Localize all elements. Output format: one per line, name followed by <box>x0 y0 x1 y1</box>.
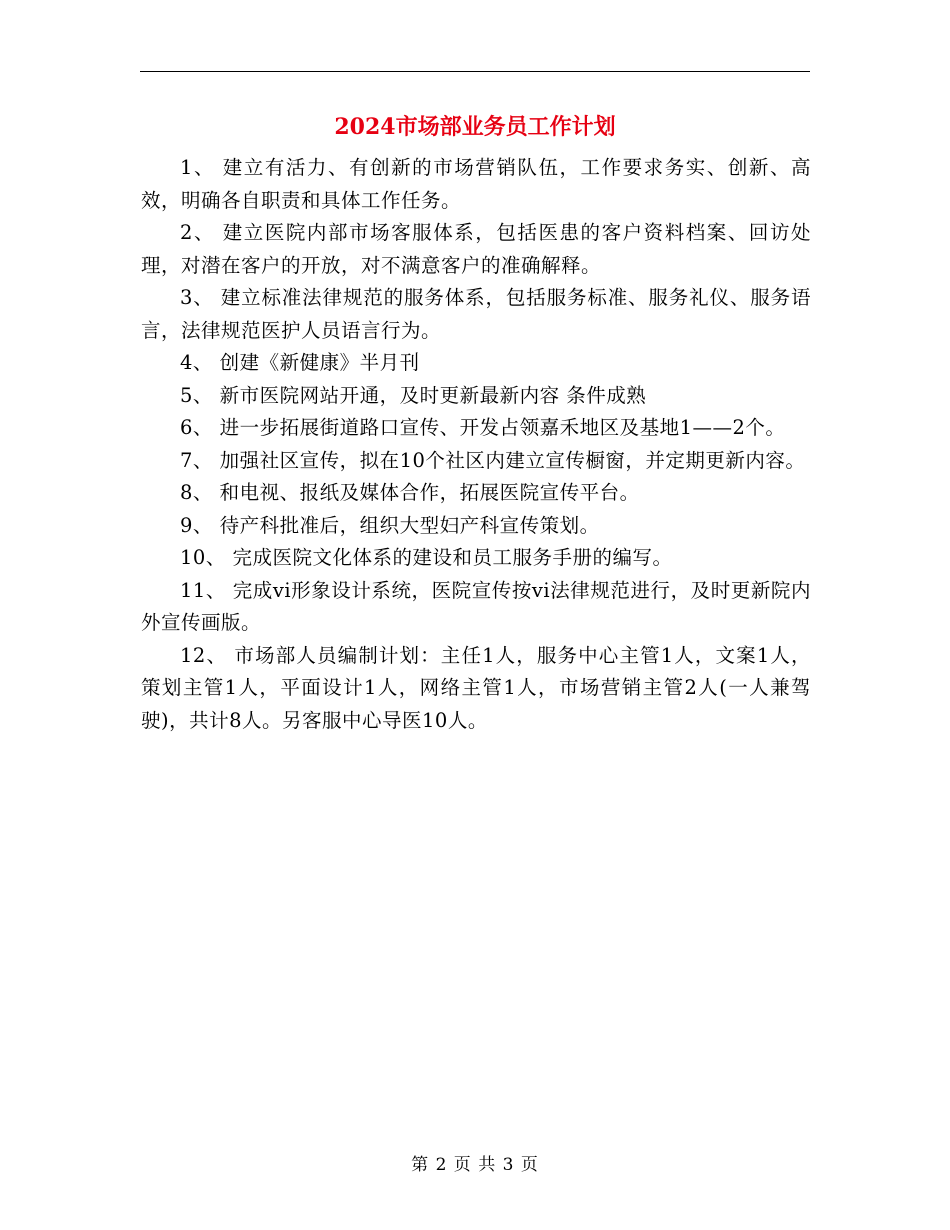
list-item: 10、 完成医院文化体系的建设和员工服务手册的编写。 <box>180 546 673 569</box>
document-body <box>141 152 811 737</box>
header-rule <box>140 71 810 72</box>
list-item: 12、 市场部人员编制计划：主任1人，服务中心主管1人，文案1人，策划主管1人，平面设计1人，网络主管1人，市场营销主管2人(一人兼驾驶)，共计8人。另客服中心导医10人。 <box>141 643 811 732</box>
list-item: 1、 建立有活力、有创新的市场营销队伍，工作要求务实、创新、高效，明确各自职责和具体工作任务。 <box>141 156 811 212</box>
list-item: 9、 待产科批准后，组织大型妇产科宣传策划。 <box>180 513 600 537</box>
page-number: 第 2 页 共 3 页 <box>411 1155 539 1175</box>
list-item: 5、 新市医院网站开通，及时更新最新内容 条件成熟 <box>180 383 647 407</box>
list-item: 4、 创建《新健康》半月刊 <box>180 351 420 374</box>
document-title: 2024市场部业务员工作计划 <box>334 114 616 140</box>
list-item: 3、 建立标准法律规范的服务体系，包括服务标准、服务礼仪、服务语言，法律规范医护人员语言行为。 <box>141 286 811 342</box>
list-item: 11、 完成vi形象设计系统，医院宣传按vi法律规范进行，及时更新院内外宣传画版。 <box>141 578 811 634</box>
list-item: 8、 和电视、报纸及媒体合作，拓展医院宣传平台。 <box>180 481 640 504</box>
list-item: 7、 加强社区宣传，拟在10个社区内建立宣传橱窗，并定期更新内容。 <box>180 448 806 472</box>
list-item: 6、 进一步拓展街道路口宣传、开发占领嘉禾地区及基地1——2个。 <box>180 416 786 439</box>
list-item: 2、 建立医院内部市场客服体系，包括医患的客户资料档案、回访处理，对潜在客户的开放，对不满意客户的准确解释。 <box>141 221 811 277</box>
